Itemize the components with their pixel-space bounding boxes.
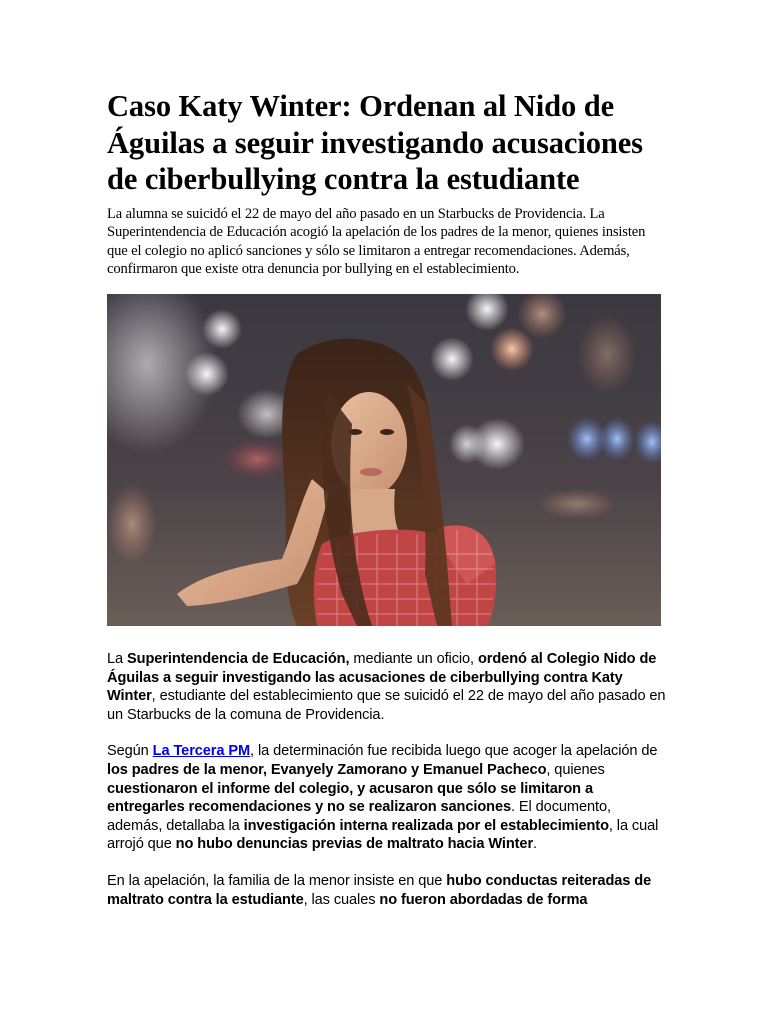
article-header (107, 88, 663, 279)
text-run: . El documento, además, detallaba la (107, 799, 611, 834)
text-run: La (107, 651, 127, 667)
article-photo (107, 294, 661, 626)
text-run: , quienes (546, 761, 605, 778)
text-run: Según (107, 743, 153, 760)
article-title: Caso Katy Winter: Ordenan al Nido de Águilas a seguir investigando acusaciones de ciberbullying contra la estudiante (107, 89, 643, 196)
article-lead: La alumna se suicidó el 22 de mayo del año pasado en un Starbucks de Providencia. La Superintendencia de Educación acogió la apelación de los padres de la menor, quienes insisten que el colegio no aplicó sanciones y sólo se limitaron a entregar recomendaciones. Además, confirmaron que existe otra denuncia por bullying en el establecimiento. (107, 205, 646, 278)
bold-text: Superintendencia de Educación, (127, 651, 350, 667)
body-paragraph (107, 650, 667, 724)
source-link[interactable]: La Tercera PM (152, 743, 251, 760)
bold-text: hubo conductas reiteradas de maltrato contra la estudiante (107, 872, 652, 908)
text-run: , estudiante del establecimiento que se suicidó el 22 de mayo del año pasado en un Starbucks de la comuna de Providencia. (107, 688, 666, 723)
bold-text: los padres de la menor, Evanyely Zamorano y Emanuel Pacheco (107, 761, 547, 778)
article-body (107, 650, 667, 927)
text-run: mediante un oficio, (349, 651, 478, 667)
bold-text: investigación interna realizada por el establecimiento (243, 817, 609, 834)
text-run: , la cual arrojó que (107, 817, 659, 853)
body-paragraph (107, 872, 667, 909)
text-run: , las cuales (303, 891, 380, 908)
text-run: , la determinación fue recibida luego que acoger la apelación de (250, 743, 658, 760)
body-paragraph (107, 742, 667, 854)
bold-text: no fueron abordadas de forma (379, 891, 588, 908)
photo-illustration (107, 294, 661, 626)
text-run: En la apelación, la familia de la menor insiste en que (107, 872, 447, 889)
bold-text: ordenó al Colegio Nido de Águilas a seguir investigando las acusaciones de ciberbullying contra Katy Winter (107, 651, 657, 705)
text-run: . (533, 836, 537, 853)
bold-text: cuestionaron el informe del colegio, y acusaron que sólo se limitaron a entregarles recomendaciones y no se realizaron sanciones (107, 780, 593, 816)
bold-text: no hubo denuncias previas de maltrato hacia Winter (175, 836, 534, 853)
